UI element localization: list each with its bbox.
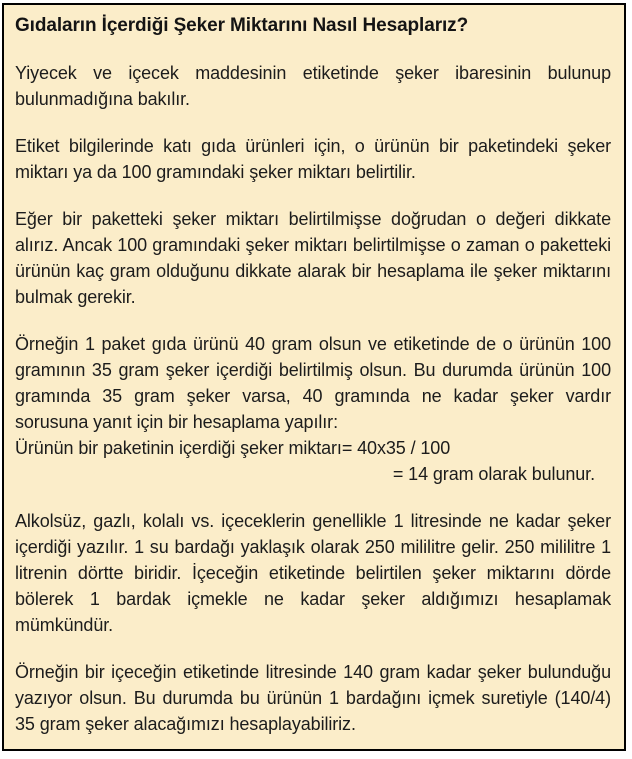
formula-expression-line: Ürünün bir paketinin içerdiği şeker miktarı= 40x35 / 100 <box>15 438 451 458</box>
paragraph-example-beverage: Örneğin bir içeceğin etiketinde litresinde 140 gram kadar şeker bulunduğu yazıyor olsun. Bu durumda bu ürünün 1 bardağını içmek suretiyle (140/4) 35 gram şeker alacağımızı hesaplayabiliriz. <box>15 662 611 734</box>
page-title: Gıdaların İçerdiği Şeker Miktarını Nasıl Hesaplarız? <box>15 15 469 36</box>
formula-result-line: = 14 gram olarak bulunur. <box>392 464 595 484</box>
content-box <box>2 3 626 751</box>
example-solid-food-block <box>15 331 611 487</box>
paragraph-calculation-rule: Eğer bir paketteki şeker miktarı belirtilmişse doğrudan o değeri dikkate alırız. Ancak 100 gramındaki şeker miktarı belirtilmişse o zaman o paketteki ürünün kaç gram olduğunu dikkate alarak bir hesaplama ile şeker miktarını bulmak gerekir. <box>15 209 611 307</box>
paragraph-label-check: Yiyecek ve içecek maddesinin etiketinde şeker ibaresinin bulunup bulunmadığına bakılır. <box>15 63 611 109</box>
paragraph-example-solid-food: Örneğin 1 paket gıda ürünü 40 gram olsun ve etiketinde de o ürünün 100 gramının 35 gram şeker içerdiği belirtilmiş olsun. Bu durumda ürünün 100 gramında 35 gram şeker varsa, 40 gramında ne kadar şeker vardır sorusuna yanıt için bir hesaplama yapılır: <box>15 334 611 432</box>
paragraph-beverages-rule: Alkolsüz, gazlı, kolalı vs. içeceklerin genellikle 1 litresinde ne kadar şeker içerdiği yazılır. 1 su bardağı yaklaşık olarak 250 mililitre gelir. 250 mililitre 1 litrenin dörtte biridir. İçeceğin etiketinde belirtilen şeker miktarını dörde bölerek 1 bardak içmekle ne kadar şeker aldığımızı hesaplamak mümkündür. <box>15 511 611 635</box>
paragraph-label-info: Etiket bilgilerinde katı gıda ürünleri için, o ürünün bir paketindeki şeker miktarı ya da 100 gramındaki şeker miktarı belirtilir. <box>15 136 611 182</box>
